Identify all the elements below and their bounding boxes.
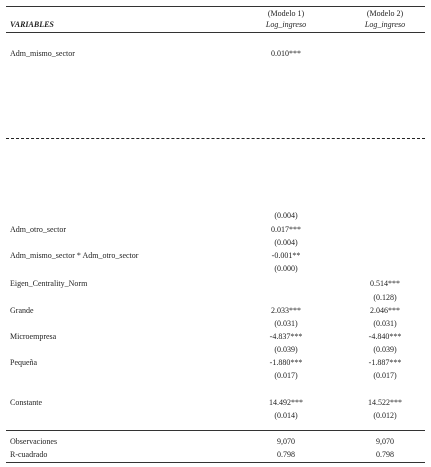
- header-rule: [6, 32, 425, 33]
- cell-constante-m2: 14.522***: [368, 398, 402, 407]
- cell-pequena-m1-se: (0.017): [274, 371, 298, 380]
- row-label-constante: Constante: [10, 398, 42, 407]
- cell-constante-m1-se: (0.014): [274, 411, 298, 420]
- table-top-rule: [6, 6, 425, 7]
- cell-pequena-m1: -1.880***: [269, 358, 303, 367]
- row-label-r-cuadrado: R-cuadrado: [10, 450, 48, 459]
- cell-adm-otro-m1-se: (0.004): [274, 238, 298, 247]
- row-label-observaciones: Observaciones: [10, 437, 58, 446]
- row-label-pequena: Pequeña: [10, 358, 38, 367]
- row-label-grande: Grande: [10, 306, 34, 315]
- cell-observaciones-m2: 9,070: [376, 437, 394, 446]
- row-label-eigen: Eigen_Centrality_Norm: [10, 279, 88, 288]
- cell-grande-m1-se: (0.031): [274, 319, 298, 328]
- cell-constante-m1: 14.492***: [269, 398, 303, 407]
- col1-model-header: (Modelo 1): [267, 9, 305, 18]
- cell-r-cuadrado-m2: 0.798: [376, 450, 394, 459]
- cell-adm-mismo-m1-se: (0.004): [274, 211, 298, 220]
- cell-adm-otro-m1: 0.017***: [271, 225, 301, 234]
- cell-micro-m2: -4.840***: [368, 332, 402, 341]
- stats-rule: [6, 430, 425, 431]
- cell-eigen-m2-se: (0.128): [373, 293, 397, 302]
- cell-constante-m2-se: (0.012): [373, 411, 397, 420]
- table-bottom-rule: [6, 462, 425, 463]
- row-label-interaction: Adm_mismo_sector * Adm_otro_sector: [10, 251, 139, 260]
- col2-model-header: (Modelo 2): [366, 9, 404, 18]
- cell-grande-m2: 2.046***: [370, 306, 400, 315]
- cell-interaction-m1: -0.001**: [271, 251, 301, 260]
- row-label-adm-otro: Adm_otro_sector: [10, 225, 66, 234]
- cell-pequena-m2: -1.887***: [368, 358, 402, 367]
- variables-header: VARIABLES: [10, 20, 54, 29]
- cell-pequena-m2-se: (0.017): [373, 371, 397, 380]
- cell-micro-m1-se: (0.039): [274, 345, 298, 354]
- row-label-micro: Microempresa: [10, 332, 57, 341]
- cell-adm-mismo-m1: 0.010***: [271, 49, 301, 58]
- col2-dependent-header: Log_ingreso: [364, 20, 406, 29]
- row-label-adm-mismo: Adm_mismo_sector: [10, 49, 75, 58]
- cell-grande-m1: 2.033***: [271, 306, 301, 315]
- cell-grande-m2-se: (0.031): [373, 319, 397, 328]
- cell-micro-m2-se: (0.039): [373, 345, 397, 354]
- col1-dependent-header: Log_ingreso: [265, 20, 307, 29]
- cell-r-cuadrado-m1: 0.798: [277, 450, 295, 459]
- cell-observaciones-m1: 9,070: [277, 437, 295, 446]
- cell-eigen-m2: 0.514***: [370, 279, 400, 288]
- cell-micro-m1: -4.837***: [269, 332, 303, 341]
- cell-interaction-m1-se: (0.000): [274, 264, 298, 273]
- page-break-line: [6, 138, 425, 139]
